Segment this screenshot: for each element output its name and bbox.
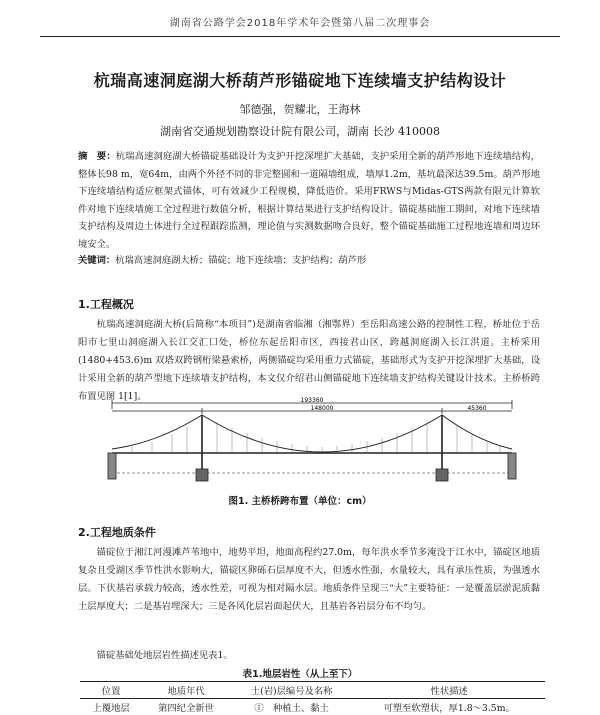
keywords-text: 杭瑞高速洞庭湖大桥；锚碇；地下连续墙；支护结构；葫芦形 (115, 255, 366, 266)
table-cell: 第四纪全新世 (142, 699, 230, 715)
table-cell: 可塑至软塑状，厚1.8～3.5m。 (353, 699, 545, 715)
bridge-span-figure (92, 397, 532, 489)
abstract-label: 摘 要： (78, 151, 116, 162)
authors: 邹德强，贺耀北，王海林 (0, 101, 600, 117)
section-heading-geology: 2.工程地质条件 (78, 524, 156, 540)
geology-paragraph: 锚碇位于湘江河漫滩芦苇地中，地势平坦，地面高程约27.0m，每年洪水季节多淹没于江水中，锚碇区地质复杂且受湖区季节性洪水影响大，锚碇区卵砾石层厚度不大，但透水性强，水量较大，具有承压性质，为强透水层。下伏基岩承载力较高，透水性差，可视为相对隔水层。地质条件呈现三“大”主要特征：一是覆盖层淤泥质黏土层厚度大；二是基岩埋深大；三是各风化层岩面起伏大，且基岩各岩层分布不均匀。 (78, 544, 540, 616)
table-header-cell: 地质年代 (142, 682, 230, 699)
table-header-row (80, 682, 545, 699)
table-cell: ① 种植土、黏土 (230, 699, 353, 715)
table-header-cell: 性状描述 (353, 682, 545, 699)
strata-table (80, 681, 545, 715)
geology-table-intro: 锚碇基础处地层岩性描述见表1。 (78, 647, 540, 665)
main-span-label: 148000 (311, 405, 334, 412)
table-header-cell: 土(岩)层编号及名称 (230, 682, 353, 699)
overview-paragraph: 杭瑞高速洞庭湖大桥(后简称“本项目”)是湖南省临湘（湘鄂界）至岳阳高速公路的控制性工程，桥址位于岳阳市七里山洞庭湖入长江交汇口处，桥位东起岳阳市区，西接君山区，跨越洞庭湖入长江洪道。主桥采用(1480+453.6)m 双塔双跨钢桁梁悬索桥，两侧锚碇均采用重力式锚碇，基础形式为支护开挖深埋扩大基础，设计采用全新的葫芦型地下连续墙支护结构，本文仅介绍君山侧锚碇地下连续墙支护结构关键设计技术。主桥桥跨布置见图 1[1]。 (78, 316, 540, 406)
keywords (78, 252, 540, 266)
keywords-label: 关键词： (78, 255, 115, 266)
side-span-label: 45360 (467, 405, 486, 412)
abstract (78, 148, 540, 253)
table-row (80, 699, 545, 715)
header-rule (40, 36, 560, 37)
total-length-label: 193360 (301, 397, 324, 404)
table-caption: 表1.地层岩性（从上至下） (0, 666, 600, 680)
section-heading-overview: 1.工程概况 (78, 296, 134, 312)
figure-caption: 图1. 主桥桥跨布置（单位：cm） (0, 493, 600, 507)
affiliation: 湖南省交通规划勘察设计院有限公司，湖南 长沙 410008 (0, 123, 600, 139)
running-head: 湖南省公路学会2018年学术年会暨第八届二次理事会 (40, 14, 560, 29)
table-header-cell: 位置 (80, 682, 142, 699)
table-cell: 上覆地层 (80, 699, 142, 715)
abstract-text: 杭瑞高速洞庭湖大桥锚碇基础设计为支护开挖深埋扩大基础，支护采用全新的葫芦形地下连续墙结构，整体长98 m，宽64m，由两个外径不同的非完整圆和一道隔墙组成，墙厚1.2m，基坑最深达39.5m。葫芦形地下连续墙结构适应框架式锚体，可有效减少工程规模，降低造价。采用FRWS与Midas-GTS两款有限元计算软件对地下连续墙施工全过程进行数值分析，根据计算结果进行支护结构设计。锚碇基础施工期间，对地下连续墙支护结构及周边土体进行全过程跟踪监测，理论值与实测数据吻合良好，整个锚碇基础施工过程地连墙和周边环境安全。 (78, 151, 540, 250)
paper-title: 杭瑞高速洞庭湖大桥葫芦形锚碇地下连续墙支护结构设计 (30, 68, 570, 91)
